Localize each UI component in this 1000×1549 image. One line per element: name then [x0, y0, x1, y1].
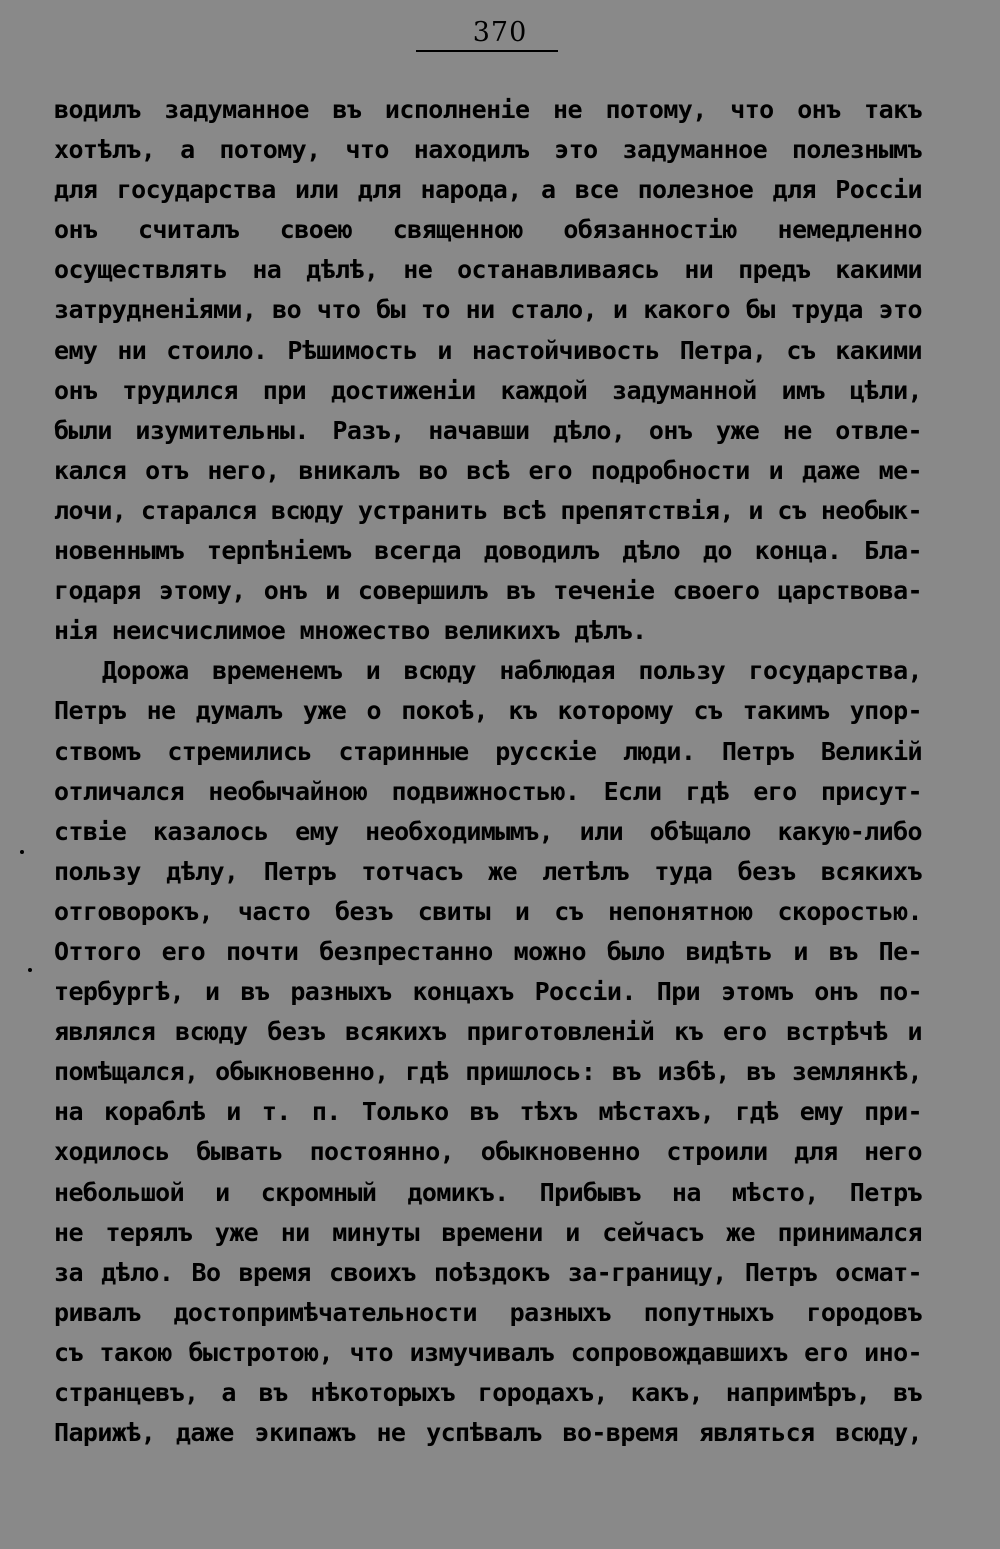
text-line: ствомъ стремились старинные русскіе люди. Петръ Великій [54, 736, 922, 766]
text-line: съ такою быстротою, что измучивалъ сопровождавшихъ его ино- [54, 1337, 922, 1367]
text-line: онъ трудился при достиженіи каждой задуманной имъ цѣли, [54, 375, 922, 405]
text-line: лочи, старался всюду устранить всѣ препятствія, и съ необык- [54, 495, 922, 525]
text-line: онъ считалъ своею священною обязанностію немедленно [54, 215, 922, 245]
text-line: для государства или для народа, а все полезное для Россіи [54, 175, 922, 205]
text-line: Оттого его почти безпрестанно можно было видѣть и въ Пе- [54, 936, 922, 966]
text-line: отличался необычайною подвижностью. Если гдѣ его присут- [54, 776, 922, 806]
page-number: 370 [472, 17, 528, 48]
text-line: затрудненіями, во что бы то ни стало, и какого бы труда это [54, 295, 922, 325]
text-line: кался отъ него, вникалъ во всѣ его подробности и даже ме- [54, 455, 922, 485]
body-text [54, 90, 922, 1453]
paragraph-2 [54, 651, 922, 1453]
text-line: Петръ не думалъ уже о покоѣ, къ которому съ такимъ упор- [54, 696, 922, 726]
header-rule [416, 50, 558, 52]
text-line: ривалъ достопримѣчательности разныхъ попутныхъ городовъ [54, 1297, 922, 1327]
scan-speck [20, 850, 24, 854]
text-line: отговорокъ, часто безъ свиты и съ непонятною скоростью. [54, 896, 922, 926]
text-line: за дѣло. Во время своихъ поѣздокъ за-границу, Петръ осмат- [54, 1257, 922, 1287]
text-line: осуществлять на дѣлѣ, не останавливаясь ни предъ какими [54, 255, 922, 285]
text-line: ходилось бывать постоянно, обыкновенно строили для него [54, 1137, 922, 1167]
text-line: не терялъ уже ни минуты времени и сейчасъ же принимался [54, 1217, 922, 1247]
text-line: ствіе казалось ему необходимымъ, или обѣщало какую-либо [54, 816, 922, 846]
text-line: хотѣлъ, а потому, что находилъ это задуманное полезнымъ [54, 135, 922, 165]
text-line: являлся всюду безъ всякихъ приготовленій къ его встрѣчѣ и [54, 1017, 922, 1047]
scan-speck [28, 968, 32, 972]
text-line: небольшой и скромный домикъ. Прибывъ на мѣсто, Петръ [54, 1177, 922, 1207]
text-line: годаря этому, онъ и совершилъ въ теченіе своего царствова- [54, 576, 922, 606]
text-line: нія неисчислимое множество великихъ дѣлъ. [54, 616, 647, 646]
text-line: Дорожа временемъ и всюду наблюдая пользу государства, [102, 656, 922, 686]
text-line: новеннымъ терпѣніемъ всегда доводилъ дѣло до конца. Бла- [54, 536, 922, 566]
text-line: водилъ задуманное въ исполненіе не потому, что онъ такъ [54, 95, 922, 124]
text-line: были изумительны. Разъ, начавши дѣло, онъ уже не отвле- [54, 415, 922, 445]
text-line: странцевъ, а въ нѣкоторыхъ городахъ, какъ, напримѣръ, въ [54, 1378, 922, 1407]
text-line: помѣщался, обыкновенно, гдѣ пришлось: въ избѣ, въ землянкѣ, [54, 1057, 922, 1087]
text-line: тербургѣ, и въ разныхъ концахъ Россіи. При этомъ онъ по- [54, 977, 922, 1007]
text-line: пользу дѣлу, Петръ тотчасъ же летѣлъ туда безъ всякихъ [54, 856, 922, 886]
text-line: Парижѣ, даже экипажъ не успѣвалъ во-время являться всюду, [54, 1418, 922, 1448]
text-line: на кораблѣ и т. п. Только въ тѣхъ мѣстахъ, гдѣ ему при- [54, 1097, 922, 1127]
paragraph-1 [54, 90, 922, 651]
text-line: ему ни стоило. Рѣшимость и настойчивость Петра, съ какими [54, 335, 922, 365]
